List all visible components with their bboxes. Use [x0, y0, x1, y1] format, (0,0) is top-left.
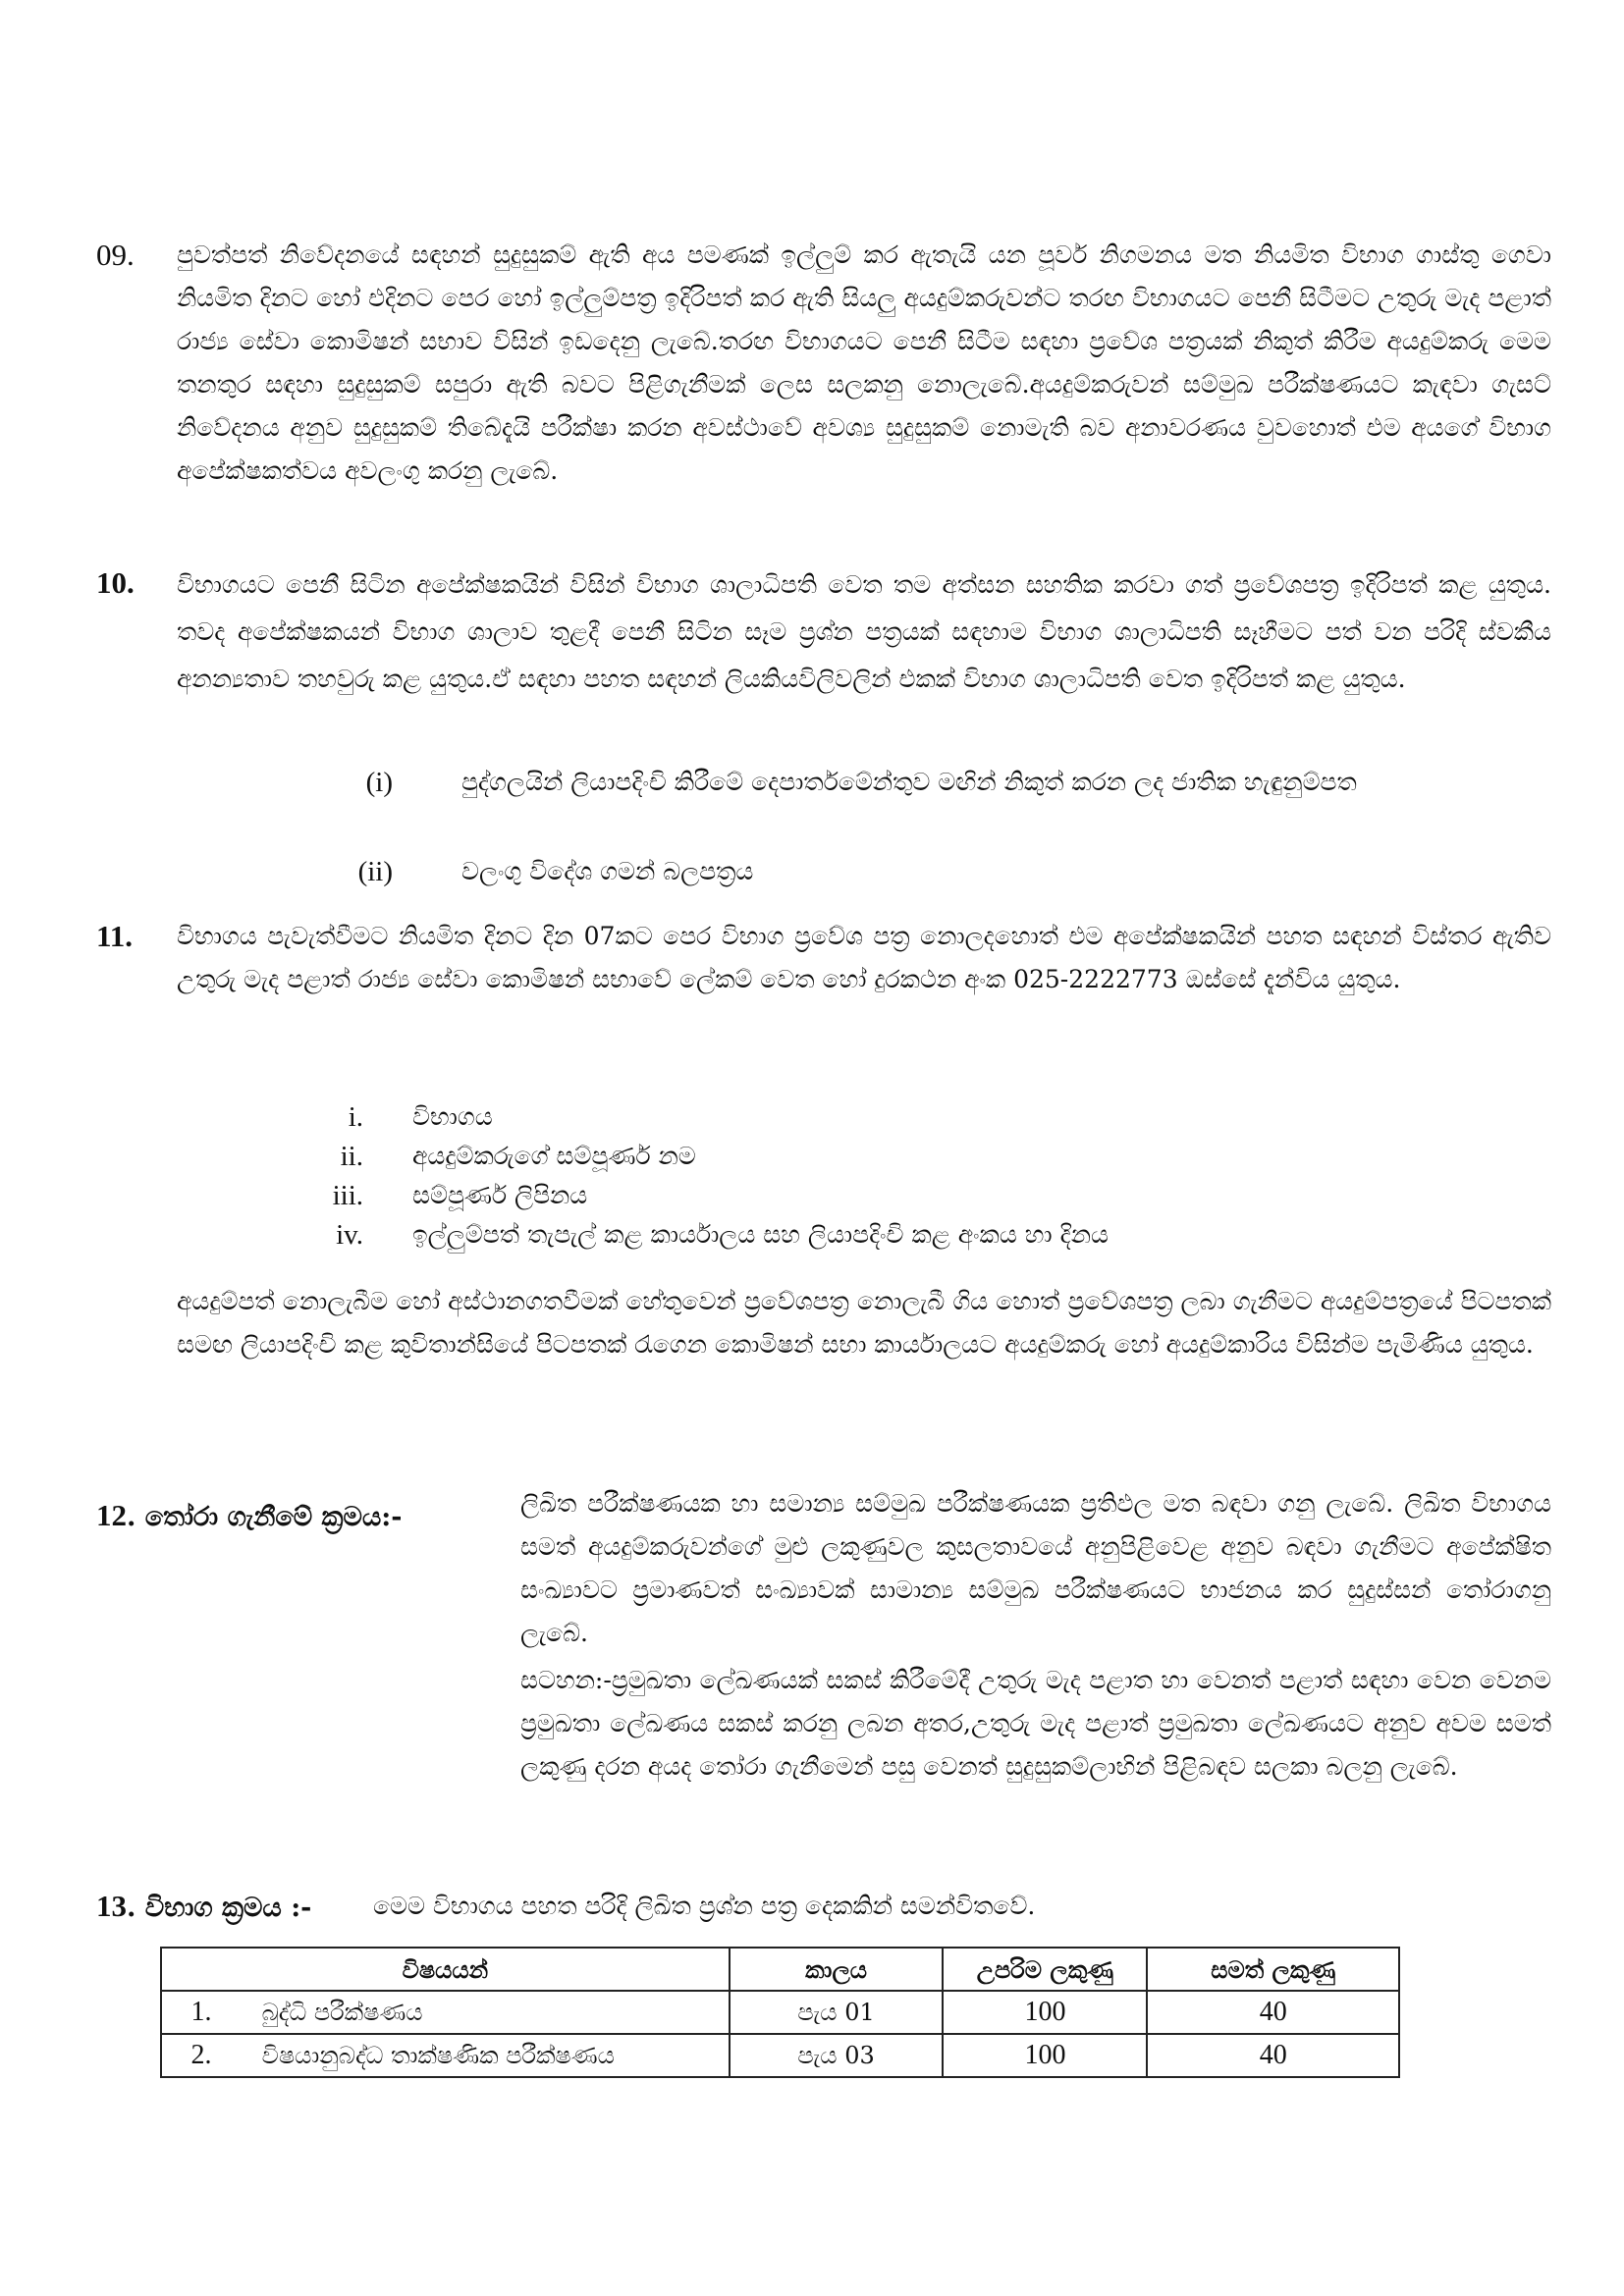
item-label: i. — [348, 1101, 363, 1133]
subject-cell — [161, 1991, 730, 2034]
section-11-number: 11. — [96, 919, 134, 953]
subject-name: විෂයානුබද්ධ තාක්ෂණික පරීක්ෂණය — [261, 2042, 615, 2069]
row-number: 2. — [190, 2040, 212, 2070]
section-11-item-3 — [295, 1176, 1551, 1215]
table-header-row — [161, 1948, 1399, 1991]
section-13-title: . විභාග ක්‍රමය :- — [127, 1893, 312, 1923]
item-text: විභාගය — [412, 1102, 493, 1131]
item-text: ඉල්ලුම්පත් තැපැල් කළ කාර්යාලය සහ ලියාපදිංචි කළ අංකය හා දිනය — [412, 1220, 1109, 1249]
section-13-number: 13 — [96, 1889, 127, 1923]
item-label: (ii) — [357, 856, 393, 887]
section-11-item-2 — [295, 1137, 1551, 1176]
subject-cell — [161, 2034, 730, 2077]
section-10-number: 10. — [96, 565, 135, 600]
section-12-text: ලිඛිත පරීක්ෂණයක හා සමාන්‍ය සම්මුඛ පරීක්ෂණයක ප්‍රතිඵල මත බඳවා ගනු ලැබේ. ලිඛිත විභාගය සමත් අයදුම්කරුවන්ගේ මුළු ලකුණුවල කුසලතාවයේ අනුපිළිවෙළ අනුව බඳවා ගැනීමට අපේක්ෂිත සංඛ්‍යාවට ප්‍රමාණවත් සංඛ්‍යාවක් සාමාන්‍ය සම්මුඛ පරීක්ෂණයට භාජනය කර සුදුස්සන් තෝරාගනු ලැබේ. — [520, 1489, 1551, 1647]
table-row — [161, 2034, 1399, 2077]
item-label: iv. — [336, 1219, 363, 1251]
subject-name: බුද්ධි පරීක්ෂණය — [261, 1999, 423, 2026]
item-text: වලංගු විදේශ ගමන් බලපත්‍රය — [461, 857, 754, 885]
header-pass-marks: සමත් ලකුණු — [1147, 1948, 1399, 1991]
header-subjects: විෂයයන් — [161, 1948, 730, 1991]
section-11-item-4 — [295, 1215, 1551, 1255]
section-09-text: පුවත්පත් නිවේදනයේ සඳහන් සුදුසුකම් ඇති අය පමණක් ඉල්ලුම් කර ඇතැයි යන පූර්ව නිගමනය මත නියමිත විභාග ගාස්තු ගෙවා නියමිත දිනට හෝ එදිනට පෙර හෝ ඉල්ලුම්පත්‍ර ඉදිරිපත් කර ඇති සියලු අයදුම්කරුවන්ට තරඟ විභාගයට පෙනී සිටීමට උතුරු මැද පළාත් රාජ්‍ය සේවා කොමිෂන් සභාව විසින් ඉඩදෙනු ලැබේ.තරඟ විභාගයට පෙනී සිටීම සඳහා ප්‍රවේශ පත්‍රයක් නිකුත් කිරීම අයදුම්කරු මෙම තනතුර සඳහා සුදුසුකම් සපුරා ඇති බවට පිළිගැනීමක් ලෙස සලකනු නොලැබේ.අයදුම්කරුවන් සම්මුඛ පරීක්ෂණයට කැඳවා ගැසට් නිවේදනය අනුව සුදුසුකම් තිබේදැයි පරීක්ෂා කරන අවස්ථාවේ අවශ්‍ය සුදුසුකම් නොමැති බව අනාවරණය වුවහොත් එම අයගේ විභාග අපේක්ෂකත්වය අවලංගු කරනු ලැබේ. — [177, 240, 1551, 485]
section-13-text: මෙම විභාගය පහත පරිදි ලිඛිත ප්‍රශ්න පත්‍ර දෙකකින් සමන්විතවේ. — [373, 1892, 1036, 1920]
header-duration: කාලය — [730, 1948, 944, 1991]
item-label: iii. — [332, 1180, 363, 1211]
max-marks-cell: 100 — [943, 1991, 1147, 2034]
duration-cell: පැය 01 — [730, 1991, 944, 2034]
section-09-number: 09. — [96, 238, 135, 272]
item-label: (i) — [365, 767, 393, 798]
row-number: 1. — [190, 1997, 212, 2027]
pass-marks-cell: 40 — [1147, 2034, 1399, 2077]
section-10-text: විභාගයට පෙනී සිටින අපේක්ෂකයින් විසින් විභාග ශාලාධිපති වෙත තම අත්සන සහතික කරවා ගත් ප්‍රවේශපත්‍ර ඉදිරිපත් කළ යුතුය. තවද අපේක්ෂකයන් විභාග ශාලාව තුළදී පෙනී සිටින සෑම ප්‍රශ්න පත්‍රයක් සඳහාම විභාග ශාලාධිපති සෑහීමට පත් වන පරිදි ස්වකීය අනන්‍යතාව තහවුරු කළ යුතුය.ඒ සඳහා පහත සඳහන් ලියකියවිලිවලින් එකක් විභාග ශාලාධිපති වෙත ඉදිරිපත් කළ යුතුය. — [177, 570, 1551, 693]
section-11-text: විභාගය පැවැත්වීමට නියමිත දිනට දින 07කට පෙර විභාග ප්‍රවේශ පත්‍ර නොලදහොත් එම අපේක්ෂකයින් පහත සඳහන් විස්තර ඇතිව උතුරු මැද පළාත් රාජ්‍ය සේවා කොමිෂන් සභාවේ ලේකම් වෙත හෝ දුරකථන අංක 025-2222773 ඔස්සේ දැන්විය යුතුය. — [177, 922, 1551, 993]
section-10-item-1 — [334, 763, 1551, 802]
section-12-note: සටහන:-ප්‍රමුඛතා ලේඛණයක් සකස් කිරීමේදී උතුරු මැද පළාත හා වෙනත් පළාත් සඳහා වෙන වෙනම ප්‍රමුඛතා ලේඛණය සකස් කරනු ලබන අතර,උතුරු මැද පළාත් ප්‍රමුඛතා ලේඛණයට අනුව අවම සමත් ලකුණු දරන අයද තෝරා ගැනීමෙන් පසු වෙනත් සුදුසුකම්ලාභින් පිළිබඳව සලකා බලනු ලැබේ. — [520, 1666, 1551, 1781]
section-10-item-2 — [334, 852, 1551, 891]
pass-marks-cell: 40 — [1147, 1991, 1399, 2034]
max-marks-cell: 100 — [943, 2034, 1147, 2077]
item-text: අයදුම්කරුගේ සම්පූර්ණ නම — [412, 1142, 696, 1170]
section-12-heading — [96, 1494, 509, 1539]
item-label: ii. — [340, 1141, 363, 1172]
table-row — [161, 1991, 1399, 2034]
header-max-marks: උපරිම ලකුණු — [943, 1948, 1147, 1991]
exam-structure-table — [160, 1947, 1400, 2078]
section-13-heading — [96, 1885, 410, 1930]
item-text: පුද්ගලයින් ලියාපදිංචි කිරීමේ දෙපාර්තමේන්තුව මඟින් නිකුත් කරන ලද ජාතික හැඳුනුම්පත — [461, 768, 1357, 796]
section-12-title: . තෝරා ගැනීමේ ක්‍රමය:- — [127, 1502, 403, 1532]
section-12-number: 12 — [96, 1498, 127, 1532]
section-11-item-1 — [295, 1097, 1551, 1137]
section-11-note: අයදුම්පත් නොලැබීම හෝ අස්ථානගතවීමක් හේතුවෙන් ප්‍රවේශපත්‍ර නොලැබී ගිය හොත් ප්‍රවේශපත්‍ර ලබා ගැනීමට අයදුම්පත්‍රයේ පිටපතක් සමඟ ලියාපදිංචි කළ කුවිතාන්සියේ පිටපතක් රැගෙන කොමිෂන් සභා කාර්යාලයට අයදුම්කරු හෝ අයදුම්කාරිය විසින්ම පැමිණිය යුතුය. — [177, 1287, 1551, 1359]
duration-cell: පැය 03 — [730, 2034, 944, 2077]
item-text: සම්පූර්ණ ලිපිනය — [412, 1181, 588, 1209]
